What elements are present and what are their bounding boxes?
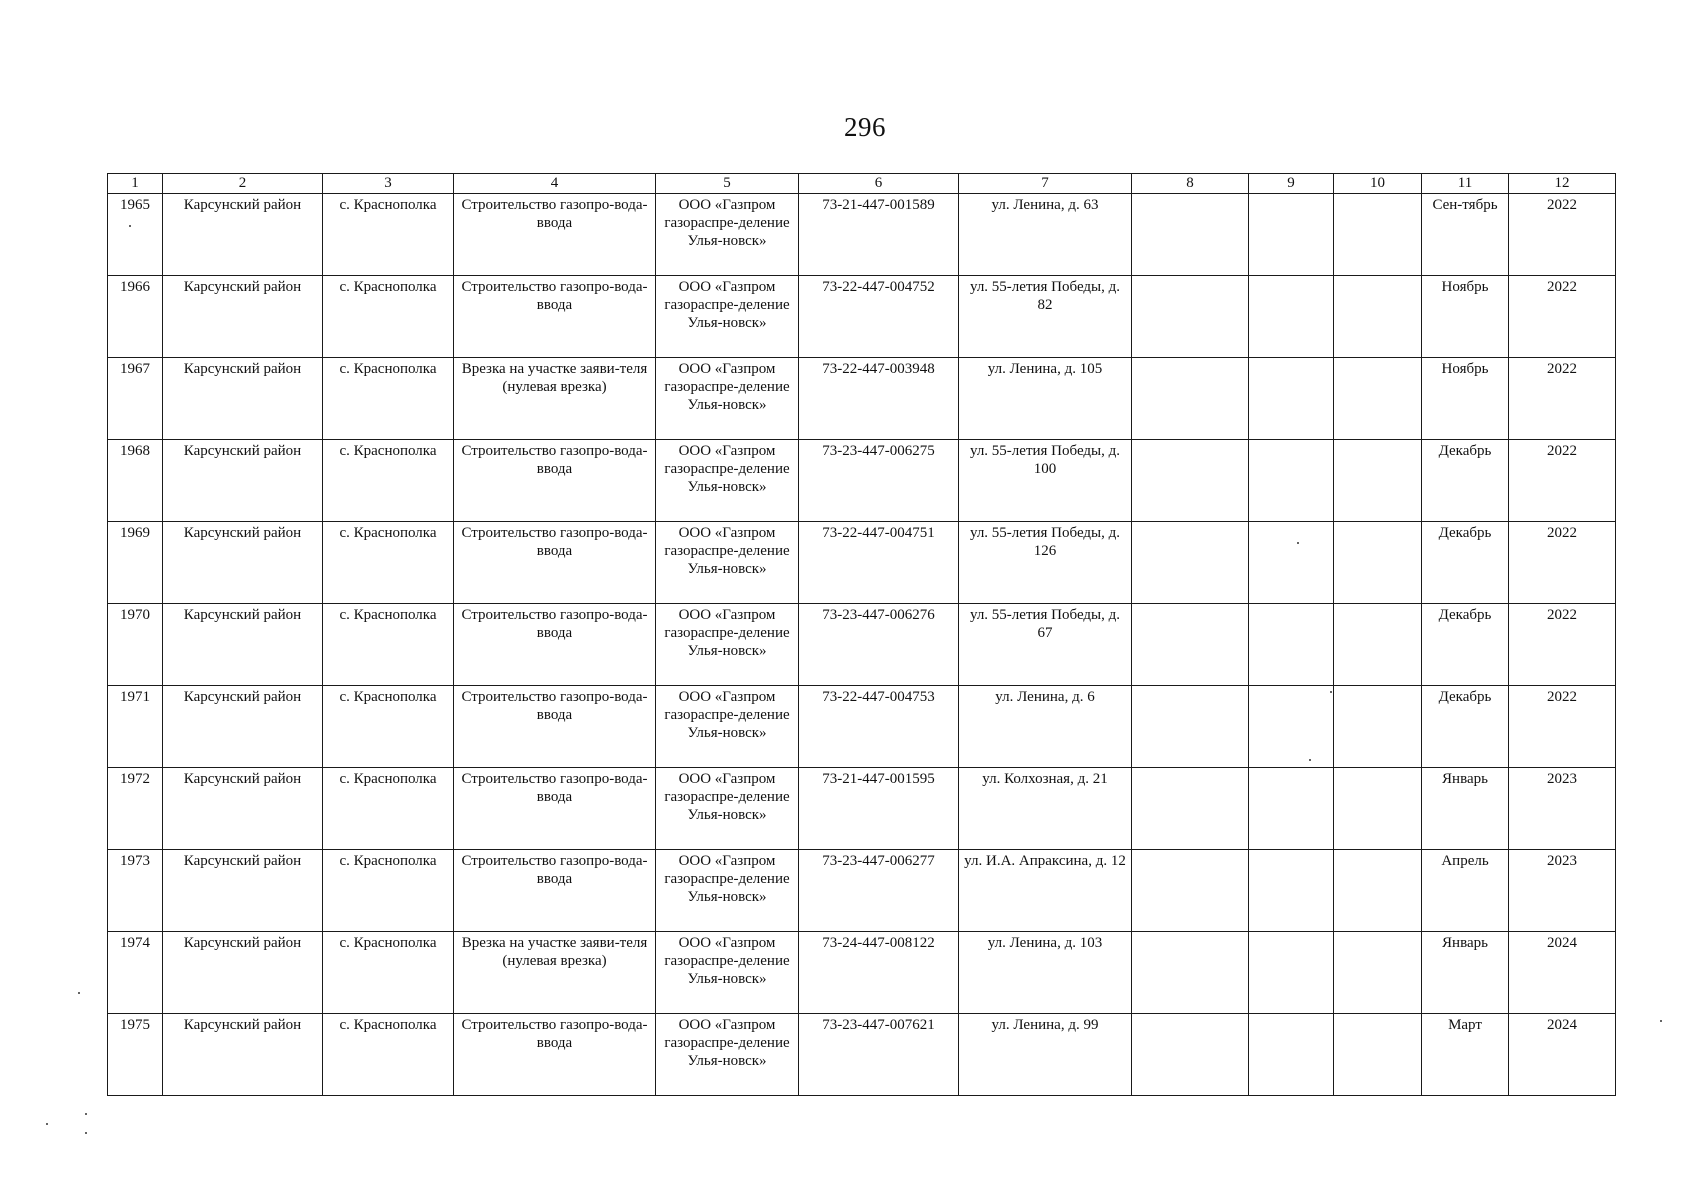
cell-number: 1968 xyxy=(108,440,163,522)
cell-org: ООО «Газпром газораспре-деление Улья-новск» xyxy=(656,768,799,850)
table-row xyxy=(108,768,1616,850)
cell-month: Январь xyxy=(1422,932,1509,1014)
cell-address: ул. Ленина, д. 103 xyxy=(959,932,1132,1014)
page-number: 296 xyxy=(844,112,886,142)
cell-settlement: с. Краснополка xyxy=(323,522,454,604)
scan-speck xyxy=(78,992,80,994)
cell-year: 2022 xyxy=(1509,358,1616,440)
cell-org: ООО «Газпром газораспре-деление Улья-новск» xyxy=(656,1014,799,1096)
cell-org: ООО «Газпром газораспре-деление Улья-новск» xyxy=(656,604,799,686)
scan-speck xyxy=(1309,759,1311,761)
cell-settlement: с. Краснополка xyxy=(323,194,454,276)
cell-number: 1970 xyxy=(108,604,163,686)
cell-col8 xyxy=(1132,440,1249,522)
cell-col9 xyxy=(1249,604,1334,686)
cell-col9 xyxy=(1249,768,1334,850)
table-row xyxy=(108,194,1616,276)
cell-year: 2022 xyxy=(1509,194,1616,276)
cell-col8 xyxy=(1132,358,1249,440)
cell-address: ул. Ленина, д. 99 xyxy=(959,1014,1132,1096)
cell-year: 2024 xyxy=(1509,1014,1616,1096)
cell-district: Карсунский район xyxy=(163,768,323,850)
cell-col8 xyxy=(1132,850,1249,932)
cell-number: 1969 xyxy=(108,522,163,604)
cell-district: Карсунский район xyxy=(163,440,323,522)
cell-work: Строительство газопро-вода-ввода xyxy=(454,604,656,686)
table-body xyxy=(108,194,1616,1096)
cell-month: Апрель xyxy=(1422,850,1509,932)
cell-address: ул. И.А. Апраксина, д. 12 xyxy=(959,850,1132,932)
cell-col9 xyxy=(1249,276,1334,358)
cell-settlement: с. Краснополка xyxy=(323,440,454,522)
cell-number: 1965 xyxy=(108,194,163,276)
cell-col10 xyxy=(1334,604,1422,686)
cell-col10 xyxy=(1334,932,1422,1014)
cell-year: 2022 xyxy=(1509,276,1616,358)
scan-speck xyxy=(1330,691,1332,693)
cell-col9 xyxy=(1249,358,1334,440)
cell-col8 xyxy=(1132,604,1249,686)
cell-col9 xyxy=(1249,686,1334,768)
cell-org: ООО «Газпром газораспре-деление Улья-новск» xyxy=(656,276,799,358)
table-row xyxy=(108,932,1616,1014)
table-row xyxy=(108,850,1616,932)
table-row xyxy=(108,604,1616,686)
cell-col8 xyxy=(1132,1014,1249,1096)
cell-col10 xyxy=(1334,440,1422,522)
cell-address: ул. 55-летия Победы, д. 100 xyxy=(959,440,1132,522)
cell-district: Карсунский район xyxy=(163,932,323,1014)
cell-code: 73-23-447-006277 xyxy=(799,850,959,932)
scan-speck xyxy=(46,1123,48,1125)
cell-number: 1975 xyxy=(108,1014,163,1096)
cell-col10 xyxy=(1334,768,1422,850)
scan-speck xyxy=(129,225,131,227)
cell-month: Декабрь xyxy=(1422,686,1509,768)
cell-col8 xyxy=(1132,522,1249,604)
cell-district: Карсунский район xyxy=(163,358,323,440)
column-header-4: 4 xyxy=(454,174,656,194)
cell-col9 xyxy=(1249,1014,1334,1096)
cell-number: 1974 xyxy=(108,932,163,1014)
cell-org: ООО «Газпром газораспре-деление Улья-новск» xyxy=(656,194,799,276)
cell-number: 1971 xyxy=(108,686,163,768)
column-header-8: 8 xyxy=(1132,174,1249,194)
cell-col9 xyxy=(1249,522,1334,604)
cell-col8 xyxy=(1132,686,1249,768)
cell-district: Карсунский район xyxy=(163,1014,323,1096)
cell-address: ул. 55-летия Победы, д. 67 xyxy=(959,604,1132,686)
cell-address: ул. Ленина, д. 105 xyxy=(959,358,1132,440)
cell-year: 2022 xyxy=(1509,440,1616,522)
cell-code: 73-22-447-004753 xyxy=(799,686,959,768)
column-header-3: 3 xyxy=(323,174,454,194)
cell-month: Декабрь xyxy=(1422,604,1509,686)
cell-col8 xyxy=(1132,768,1249,850)
cell-district: Карсунский район xyxy=(163,276,323,358)
cell-org: ООО «Газпром газораспре-деление Улья-новск» xyxy=(656,850,799,932)
cell-number: 1972 xyxy=(108,768,163,850)
cell-col10 xyxy=(1334,850,1422,932)
scan-speck xyxy=(1660,1020,1662,1022)
cell-org: ООО «Газпром газораспре-деление Улья-новск» xyxy=(656,440,799,522)
cell-number: 1967 xyxy=(108,358,163,440)
scan-speck xyxy=(85,1132,87,1134)
table-row xyxy=(108,358,1616,440)
cell-month: Январь xyxy=(1422,768,1509,850)
cell-month: Март xyxy=(1422,1014,1509,1096)
cell-number: 1966 xyxy=(108,276,163,358)
cell-code: 73-21-447-001589 xyxy=(799,194,959,276)
column-header-12: 12 xyxy=(1509,174,1616,194)
cell-org: ООО «Газпром газораспре-деление Улья-новск» xyxy=(656,522,799,604)
cell-code: 73-22-447-004752 xyxy=(799,276,959,358)
column-header-10: 10 xyxy=(1334,174,1422,194)
cell-col10 xyxy=(1334,194,1422,276)
cell-year: 2024 xyxy=(1509,932,1616,1014)
table-row xyxy=(108,440,1616,522)
cell-district: Карсунский район xyxy=(163,194,323,276)
table-row xyxy=(108,276,1616,358)
scan-speck xyxy=(85,1113,87,1115)
column-header-7: 7 xyxy=(959,174,1132,194)
cell-year: 2023 xyxy=(1509,768,1616,850)
table-row xyxy=(108,1014,1616,1096)
cell-month: Ноябрь xyxy=(1422,358,1509,440)
cell-work: Строительство газопро-вода-ввода xyxy=(454,194,656,276)
cell-col9 xyxy=(1249,194,1334,276)
cell-work: Врезка на участке заяви-теля (нулевая врезка) xyxy=(454,358,656,440)
header-row xyxy=(108,174,1616,194)
cell-col9 xyxy=(1249,932,1334,1014)
cell-district: Карсунский район xyxy=(163,686,323,768)
cell-work: Врезка на участке заяви-теля (нулевая врезка) xyxy=(454,932,656,1014)
cell-address: ул. 55-летия Победы, д. 126 xyxy=(959,522,1132,604)
cell-year: 2022 xyxy=(1509,522,1616,604)
gas-works-table xyxy=(107,173,1616,1096)
cell-code: 73-22-447-003948 xyxy=(799,358,959,440)
cell-code: 73-23-447-006275 xyxy=(799,440,959,522)
cell-code: 73-23-447-007621 xyxy=(799,1014,959,1096)
cell-month: Ноябрь xyxy=(1422,276,1509,358)
table-row xyxy=(108,522,1616,604)
scan-speck xyxy=(1297,542,1299,544)
column-header-5: 5 xyxy=(656,174,799,194)
cell-code: 73-24-447-008122 xyxy=(799,932,959,1014)
cell-work: Строительство газопро-вода-ввода xyxy=(454,440,656,522)
cell-address: ул. Колхозная, д. 21 xyxy=(959,768,1132,850)
cell-settlement: с. Краснополка xyxy=(323,358,454,440)
column-header-9: 9 xyxy=(1249,174,1334,194)
cell-col10 xyxy=(1334,522,1422,604)
cell-district: Карсунский район xyxy=(163,522,323,604)
cell-address: ул. Ленина, д. 63 xyxy=(959,194,1132,276)
cell-settlement: с. Краснополка xyxy=(323,768,454,850)
cell-year: 2022 xyxy=(1509,604,1616,686)
cell-month: Сен-тябрь xyxy=(1422,194,1509,276)
cell-org: ООО «Газпром газораспре-деление Улья-новск» xyxy=(656,358,799,440)
cell-year: 2022 xyxy=(1509,686,1616,768)
cell-col10 xyxy=(1334,1014,1422,1096)
cell-org: ООО «Газпром газораспре-деление Улья-новск» xyxy=(656,686,799,768)
cell-col8 xyxy=(1132,932,1249,1014)
cell-work: Строительство газопро-вода-ввода xyxy=(454,522,656,604)
cell-settlement: с. Краснополка xyxy=(323,932,454,1014)
cell-address: ул. Ленина, д. 6 xyxy=(959,686,1132,768)
column-header-2: 2 xyxy=(163,174,323,194)
cell-settlement: с. Краснополка xyxy=(323,686,454,768)
cell-code: 73-23-447-006276 xyxy=(799,604,959,686)
cell-col10 xyxy=(1334,686,1422,768)
cell-settlement: с. Краснополка xyxy=(323,276,454,358)
column-header-11: 11 xyxy=(1422,174,1509,194)
cell-work: Строительство газопро-вода-ввода xyxy=(454,686,656,768)
cell-month: Декабрь xyxy=(1422,440,1509,522)
cell-district: Карсунский район xyxy=(163,604,323,686)
cell-work: Строительство газопро-вода-ввода xyxy=(454,768,656,850)
cell-settlement: с. Краснополка xyxy=(323,604,454,686)
cell-address: ул. 55-летия Победы, д. 82 xyxy=(959,276,1132,358)
cell-year: 2023 xyxy=(1509,850,1616,932)
cell-work: Строительство газопро-вода-ввода xyxy=(454,850,656,932)
column-header-1: 1 xyxy=(108,174,163,194)
cell-col10 xyxy=(1334,276,1422,358)
cell-settlement: с. Краснополка xyxy=(323,1014,454,1096)
cell-work: Строительство газопро-вода-ввода xyxy=(454,1014,656,1096)
cell-col9 xyxy=(1249,440,1334,522)
column-header-6: 6 xyxy=(799,174,959,194)
cell-settlement: с. Краснополка xyxy=(323,850,454,932)
cell-code: 73-21-447-001595 xyxy=(799,768,959,850)
cell-work: Строительство газопро-вода-ввода xyxy=(454,276,656,358)
cell-col10 xyxy=(1334,358,1422,440)
table-row xyxy=(108,686,1616,768)
cell-col9 xyxy=(1249,850,1334,932)
cell-col8 xyxy=(1132,194,1249,276)
table-header xyxy=(108,174,1616,194)
cell-col8 xyxy=(1132,276,1249,358)
cell-district: Карсунский район xyxy=(163,850,323,932)
cell-month: Декабрь xyxy=(1422,522,1509,604)
cell-number: 1973 xyxy=(108,850,163,932)
cell-org: ООО «Газпром газораспре-деление Улья-новск» xyxy=(656,932,799,1014)
cell-code: 73-22-447-004751 xyxy=(799,522,959,604)
